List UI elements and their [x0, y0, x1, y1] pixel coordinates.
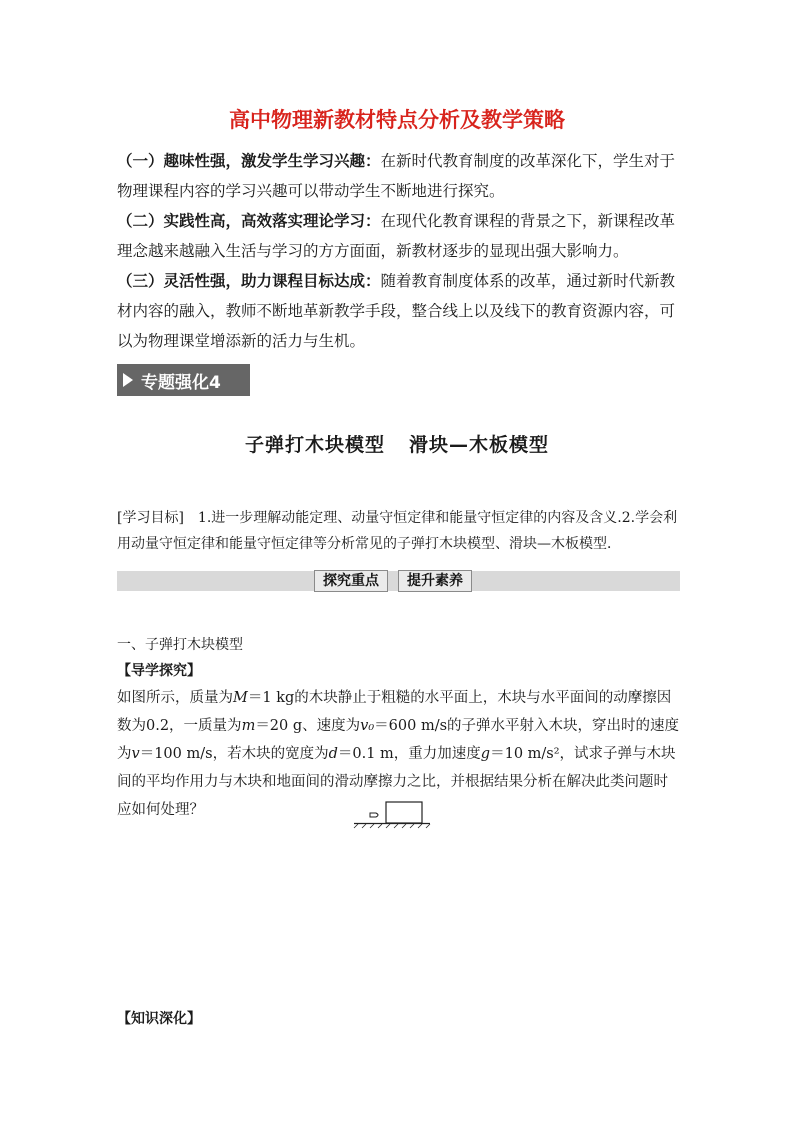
intro-text-1: 在新时代教育制度的改革深化下，学生对于物理课程内容的学习兴趣可以带动学生不断地进行探究。: [117, 152, 676, 200]
intro-label-2: （二）实践性高，高效落实理论学习：: [117, 212, 381, 230]
banner-label: 专题强化4: [141, 372, 221, 393]
play-triangle-icon: [123, 373, 133, 387]
lesson-title: [0, 430, 794, 457]
bullet-block-figure: [352, 800, 432, 830]
lesson-title-part2: 滑块—木板模型: [409, 434, 550, 456]
topic-banner: [117, 364, 250, 396]
page-title: 高中物理新教材特点分析及教学策略: [229, 108, 565, 132]
ground-hatch: [354, 824, 430, 828]
section-bar: [117, 571, 680, 591]
section-tab-literacy: 提升素养: [398, 570, 472, 592]
intro-paragraph-1: [117, 146, 680, 206]
intro-paragraph-2: [117, 206, 680, 266]
intro-section: [117, 146, 680, 356]
lesson-title-part1: 子弹打木块模型: [244, 434, 385, 456]
intro-text-3: 随着教育制度体系的改革，通过新时代新教材内容的融入，教师不断地革新教学手段，整合线上以及线下的教育资源内容，可以为物理课堂增添新的活力与生机。: [117, 272, 676, 350]
intro-paragraph-3: [117, 266, 680, 356]
heading-guided-inquiry: 【导学探究】: [117, 663, 201, 679]
heading-bullet-block-model: 一、子弹打木块模型: [117, 637, 243, 653]
problem-text: 如图所示，质量为M＝1 kg的木块静止于粗糙的水平面上，木块与水平面间的动摩擦因数为0.2，一质量为m＝20 g、速度为v₀＝600 m/s的子弹水平射入木块，穿出时的速度为v＝100 m/s，若木块的宽度为d＝0.1 m，重力加速度g＝10 m/s²，试求子弹与木块间的平均作用力与木块和地面间的滑动摩擦力之比，并根据结果分析在解决此类问题时应如何处理？: [117, 690, 680, 818]
learning-objectives: [学习目标] 1.进一步理解动能定理、动量守恒定律和能量守恒定律的内容及含义.2.学会利用动量守恒定律和能量守恒定律等分析常见的子弹打木块模型、滑块—木板模型．: [117, 510, 678, 552]
heading-knowledge-deepening: 【知识深化】: [117, 1011, 201, 1027]
bullet-icon: [370, 813, 378, 817]
intro-text-2: 在现代化教育课程的背景之下，新课程改革理念越来越融入生活与学习的方方面面，新教材逐步的显现出强大影响力。: [117, 212, 676, 260]
intro-label-3: （三）灵活性强，助力课程目标达成：: [117, 272, 381, 290]
wood-block: [386, 802, 422, 823]
intro-label-1: （一）趣味性强，激发学生学习兴趣：: [117, 152, 381, 170]
section-tab-focus: 探究重点: [314, 570, 388, 592]
